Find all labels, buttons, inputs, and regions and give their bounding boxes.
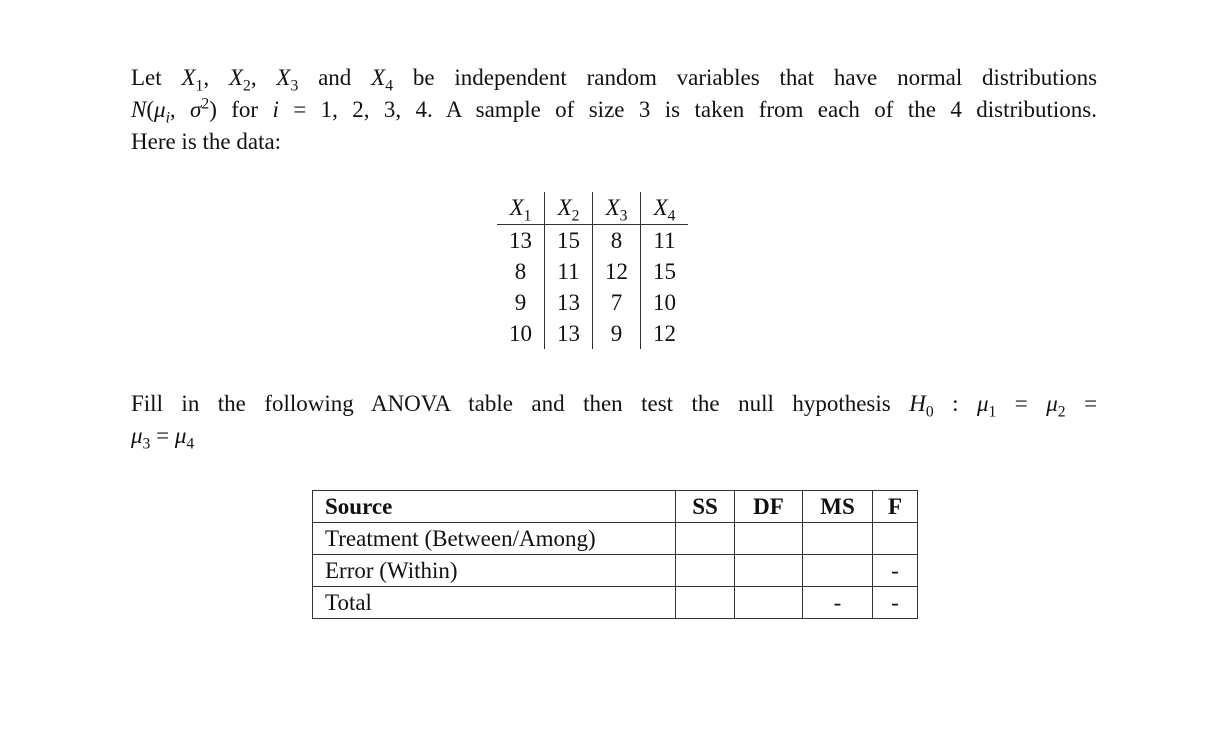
source-label: Total	[313, 587, 676, 619]
data-cell: 8	[514, 258, 527, 284]
anova-header-row	[313, 491, 918, 523]
table-row	[497, 287, 688, 318]
header-x2: $X_2$	[545, 192, 593, 225]
statement-line-2: $N(\mu_i$, $\sigma^2$) for i = 1, 2, 3, 4. A sample of size 3 is taken from each of the 4 distributions.	[131, 95, 1097, 127]
anova-row-error	[313, 555, 918, 587]
instruction-line-1: Fill in the following ANOVA table and then test the null hypothesis $H_0$ : $\mu_1 = \mu_2$ =	[131, 391, 1098, 421]
table-row	[497, 225, 688, 257]
data-cell: 13	[545, 287, 593, 318]
data-cell: 13	[509, 227, 532, 253]
table-row	[497, 318, 688, 349]
df-cell[interactable]	[735, 555, 803, 587]
header-ss: SS	[676, 491, 735, 523]
data-cell: 7	[593, 287, 641, 318]
statement-line-3: Here is the data:	[131, 129, 282, 154]
header-df: DF	[735, 491, 803, 523]
data-cell: 9	[593, 318, 641, 349]
data-cell: 11	[641, 225, 689, 257]
instruction-line-2: $\mu_3 = \mu_4$	[131, 423, 195, 453]
source-label: Error (Within)	[313, 555, 676, 587]
header-x1: $X_1$	[497, 192, 545, 225]
data-cell: 11	[545, 256, 593, 287]
table-row	[497, 256, 688, 287]
header-ms: MS	[803, 491, 873, 523]
anova-row-treatment	[313, 523, 918, 555]
data-cell: 12	[593, 256, 641, 287]
data-cell: 8	[593, 225, 641, 257]
problem-statement	[131, 62, 1097, 158]
df-cell[interactable]	[735, 523, 803, 555]
ms-cell[interactable]	[803, 523, 873, 555]
ms-cell[interactable]	[803, 555, 873, 587]
data-cell: 9	[514, 289, 527, 315]
ss-cell[interactable]	[676, 555, 735, 587]
ss-cell[interactable]	[676, 523, 735, 555]
header-x3: $X_3$	[593, 192, 641, 225]
header-f: F	[873, 491, 918, 523]
data-cell: 12	[641, 318, 689, 349]
ms-cell: -	[803, 587, 873, 619]
header-x4: $X_4$	[641, 192, 689, 225]
sample-data-table	[497, 192, 688, 349]
data-header-row	[497, 192, 688, 225]
anova-row-total	[313, 587, 918, 619]
f-cell: -	[873, 555, 918, 587]
data-cell: 10	[641, 287, 689, 318]
header-source: Source	[313, 491, 676, 523]
df-cell[interactable]	[735, 587, 803, 619]
instruction-text	[131, 388, 1097, 452]
anova-table	[312, 490, 918, 619]
f-cell: -	[873, 587, 918, 619]
source-label: Treatment (Between/Among)	[313, 523, 676, 555]
statement-line-1: Let $X_1$, $X_2$, $X_3$ and $X_4$ be independent random variables that have normal distributions	[131, 65, 1098, 95]
ss-cell[interactable]	[676, 587, 735, 619]
f-cell[interactable]	[873, 523, 918, 555]
data-cell: 13	[545, 318, 593, 349]
data-cell: 15	[545, 225, 593, 257]
data-cell: 10	[509, 320, 532, 346]
data-cell: 15	[641, 256, 689, 287]
